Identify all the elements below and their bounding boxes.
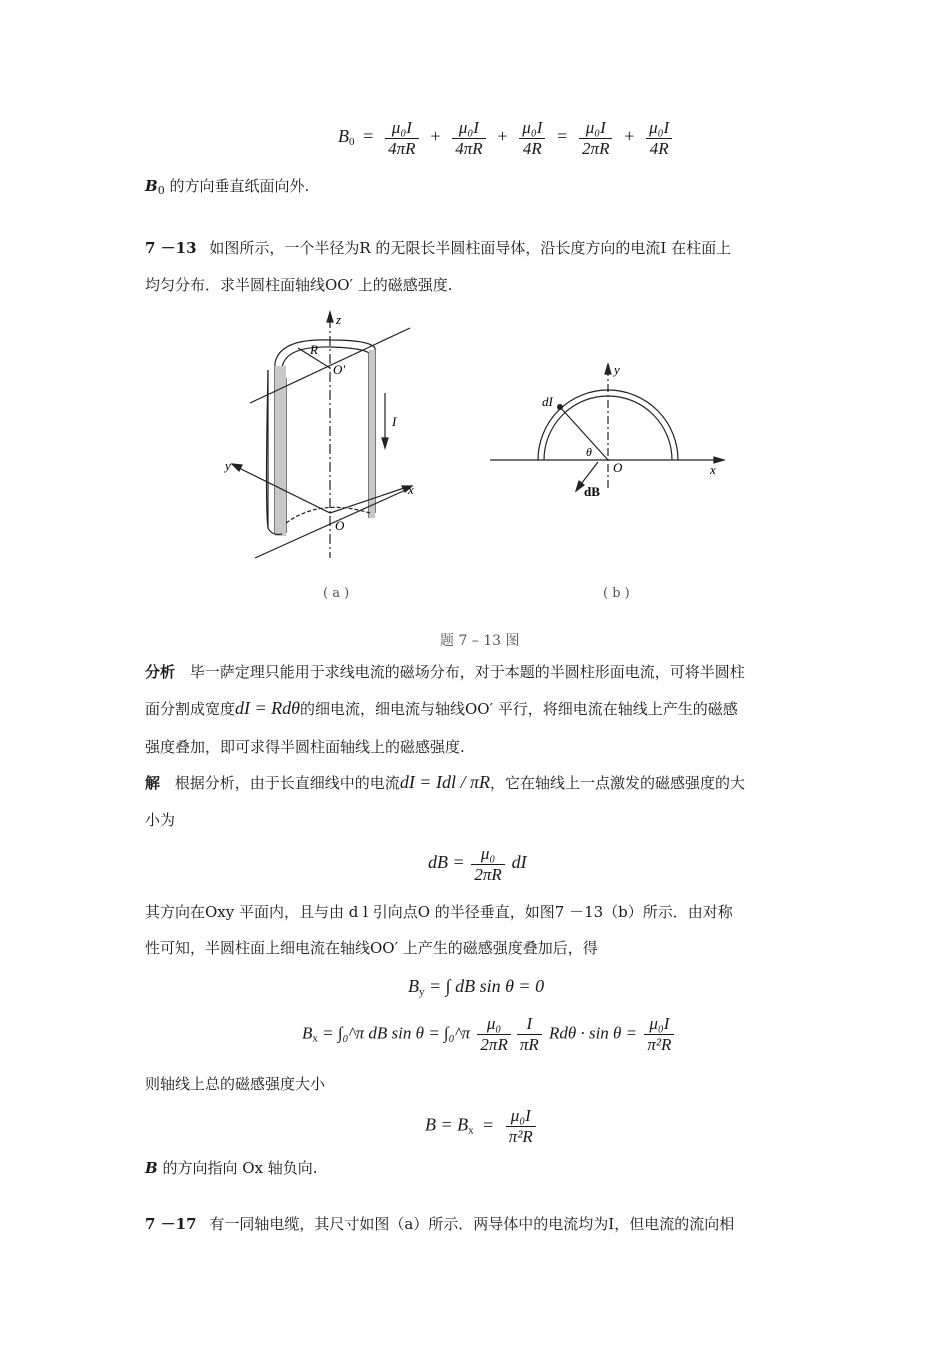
label-x: x [408, 482, 414, 497]
fraction: $\frac{\text{μ₀I}}{4R}$ [646, 118, 672, 159]
problem-7-13-line2: 均匀分布．求半圆柱面轴线OO′ 上的磁感强度. [145, 276, 453, 294]
label-R: R [310, 342, 318, 357]
label-O: O [613, 460, 623, 475]
fraction: $\frac{\text{μ₀I}}{2\pi R}$ [579, 118, 612, 159]
figure-caption: 题 7 – 13 图 [440, 633, 520, 649]
solution-line2: 小为 [145, 811, 176, 829]
problem-7-13-line1: 7 －13 如图所示，一个半径为R 的无限长半圆柱面导体，沿长度方向的电流I 在柱面上 [145, 239, 732, 257]
b-direction: B 的方向指向 Ox 轴负向. [145, 1159, 318, 1177]
analysis-line3: 强度叠加，即可求得半圆柱面轴线上的磁感强度. [145, 738, 465, 756]
equation-b0: $B_0$ = $\frac{\text{μ₀I}}{4\pi R}$ + $\frac{\text{μ₀I}}{4\pi R}$ + $\frac{\text{μ₀I}}{4R}$ = $\frac{\text{μ₀I}}{2\pi R}$ + $\frac{\text{μ₀I}}{4R}$ [338, 118, 675, 159]
label-z: z [336, 312, 342, 327]
label-dB: dB [584, 484, 600, 499]
label-dI: dI [542, 394, 553, 409]
label-x: x [710, 462, 716, 477]
figure-a [220, 308, 430, 608]
fraction: $\frac{\text{μ₀I}}{4\pi R}$ [452, 118, 485, 159]
label-I: I [392, 414, 397, 429]
label-O: O [335, 518, 345, 533]
problem-7-17-line1: 7 －17 有一同轴电缆，其尺寸如图（a）所示．两导体中的电流均为I，但电流的流向相 [145, 1215, 735, 1233]
total-line: 则轴线上总的磁感强度大小 [145, 1075, 326, 1093]
equation-By: $B_y$ = ∫ dB sin θ = 0 [408, 976, 545, 998]
figure-b [490, 360, 730, 510]
equation-B: $B = B_x$ = $\frac{\text{μ₀I}}{\text{π²R}}$ [425, 1106, 539, 1147]
figure-b-caption: ( b ) [603, 586, 630, 601]
figure-a-caption: ( a ) [323, 586, 350, 601]
direction-line2: 性可知，半圆柱面上细电流在轴线OO′ 上产生的磁感强度叠加后，得 [145, 939, 598, 957]
direction-line1: 其方向在Oxy 平面内，且与由 d l 引向点O 的半径垂直，如图7 －13（b）所示．由对称 [145, 903, 733, 921]
analysis-line2: 面分割成宽度dI = Rdθ的细电流，细电流与轴线OO′ 平行，将细电流在轴线上产生的磁感 [145, 698, 738, 718]
equation-dB: dB = $\frac{\text{μ₀}}{2\pi R}$ dI [428, 844, 527, 884]
fraction: $\frac{\text{μ₀I}}{4R}$ [519, 118, 545, 159]
solution-line1: 解 根据分析，由于长直细线中的电流dI = Idl / πR，它在轴线上一点激发的磁感强度的大 [145, 772, 745, 792]
label-y: y [225, 458, 231, 473]
analysis-line1: 分析 毕一萨定理只能用于求线电流的磁场分布，对于本题的半圆柱形面电流，可将半圆柱 [145, 663, 745, 681]
equation-Bx: $B_x$ = ∫₀^π dB sin θ = ∫₀^π $\frac{\text{μ₀}}{2\pi R}$ $\frac{I}{\pi R}$ Rdθ · sin θ = $\frac{\text{μ₀I}}{\text{π²R}}$ [302, 1014, 677, 1055]
label-y: y [614, 362, 620, 377]
b0-direction: $B_0$ 的方向垂直纸面向外. [145, 177, 310, 197]
label-O-prime: O′ [333, 362, 346, 377]
eq1-lhs: B [338, 125, 349, 146]
label-theta: θ [586, 445, 592, 459]
fraction: $\frac{\text{μ₀I}}{4\pi R}$ [385, 118, 418, 159]
